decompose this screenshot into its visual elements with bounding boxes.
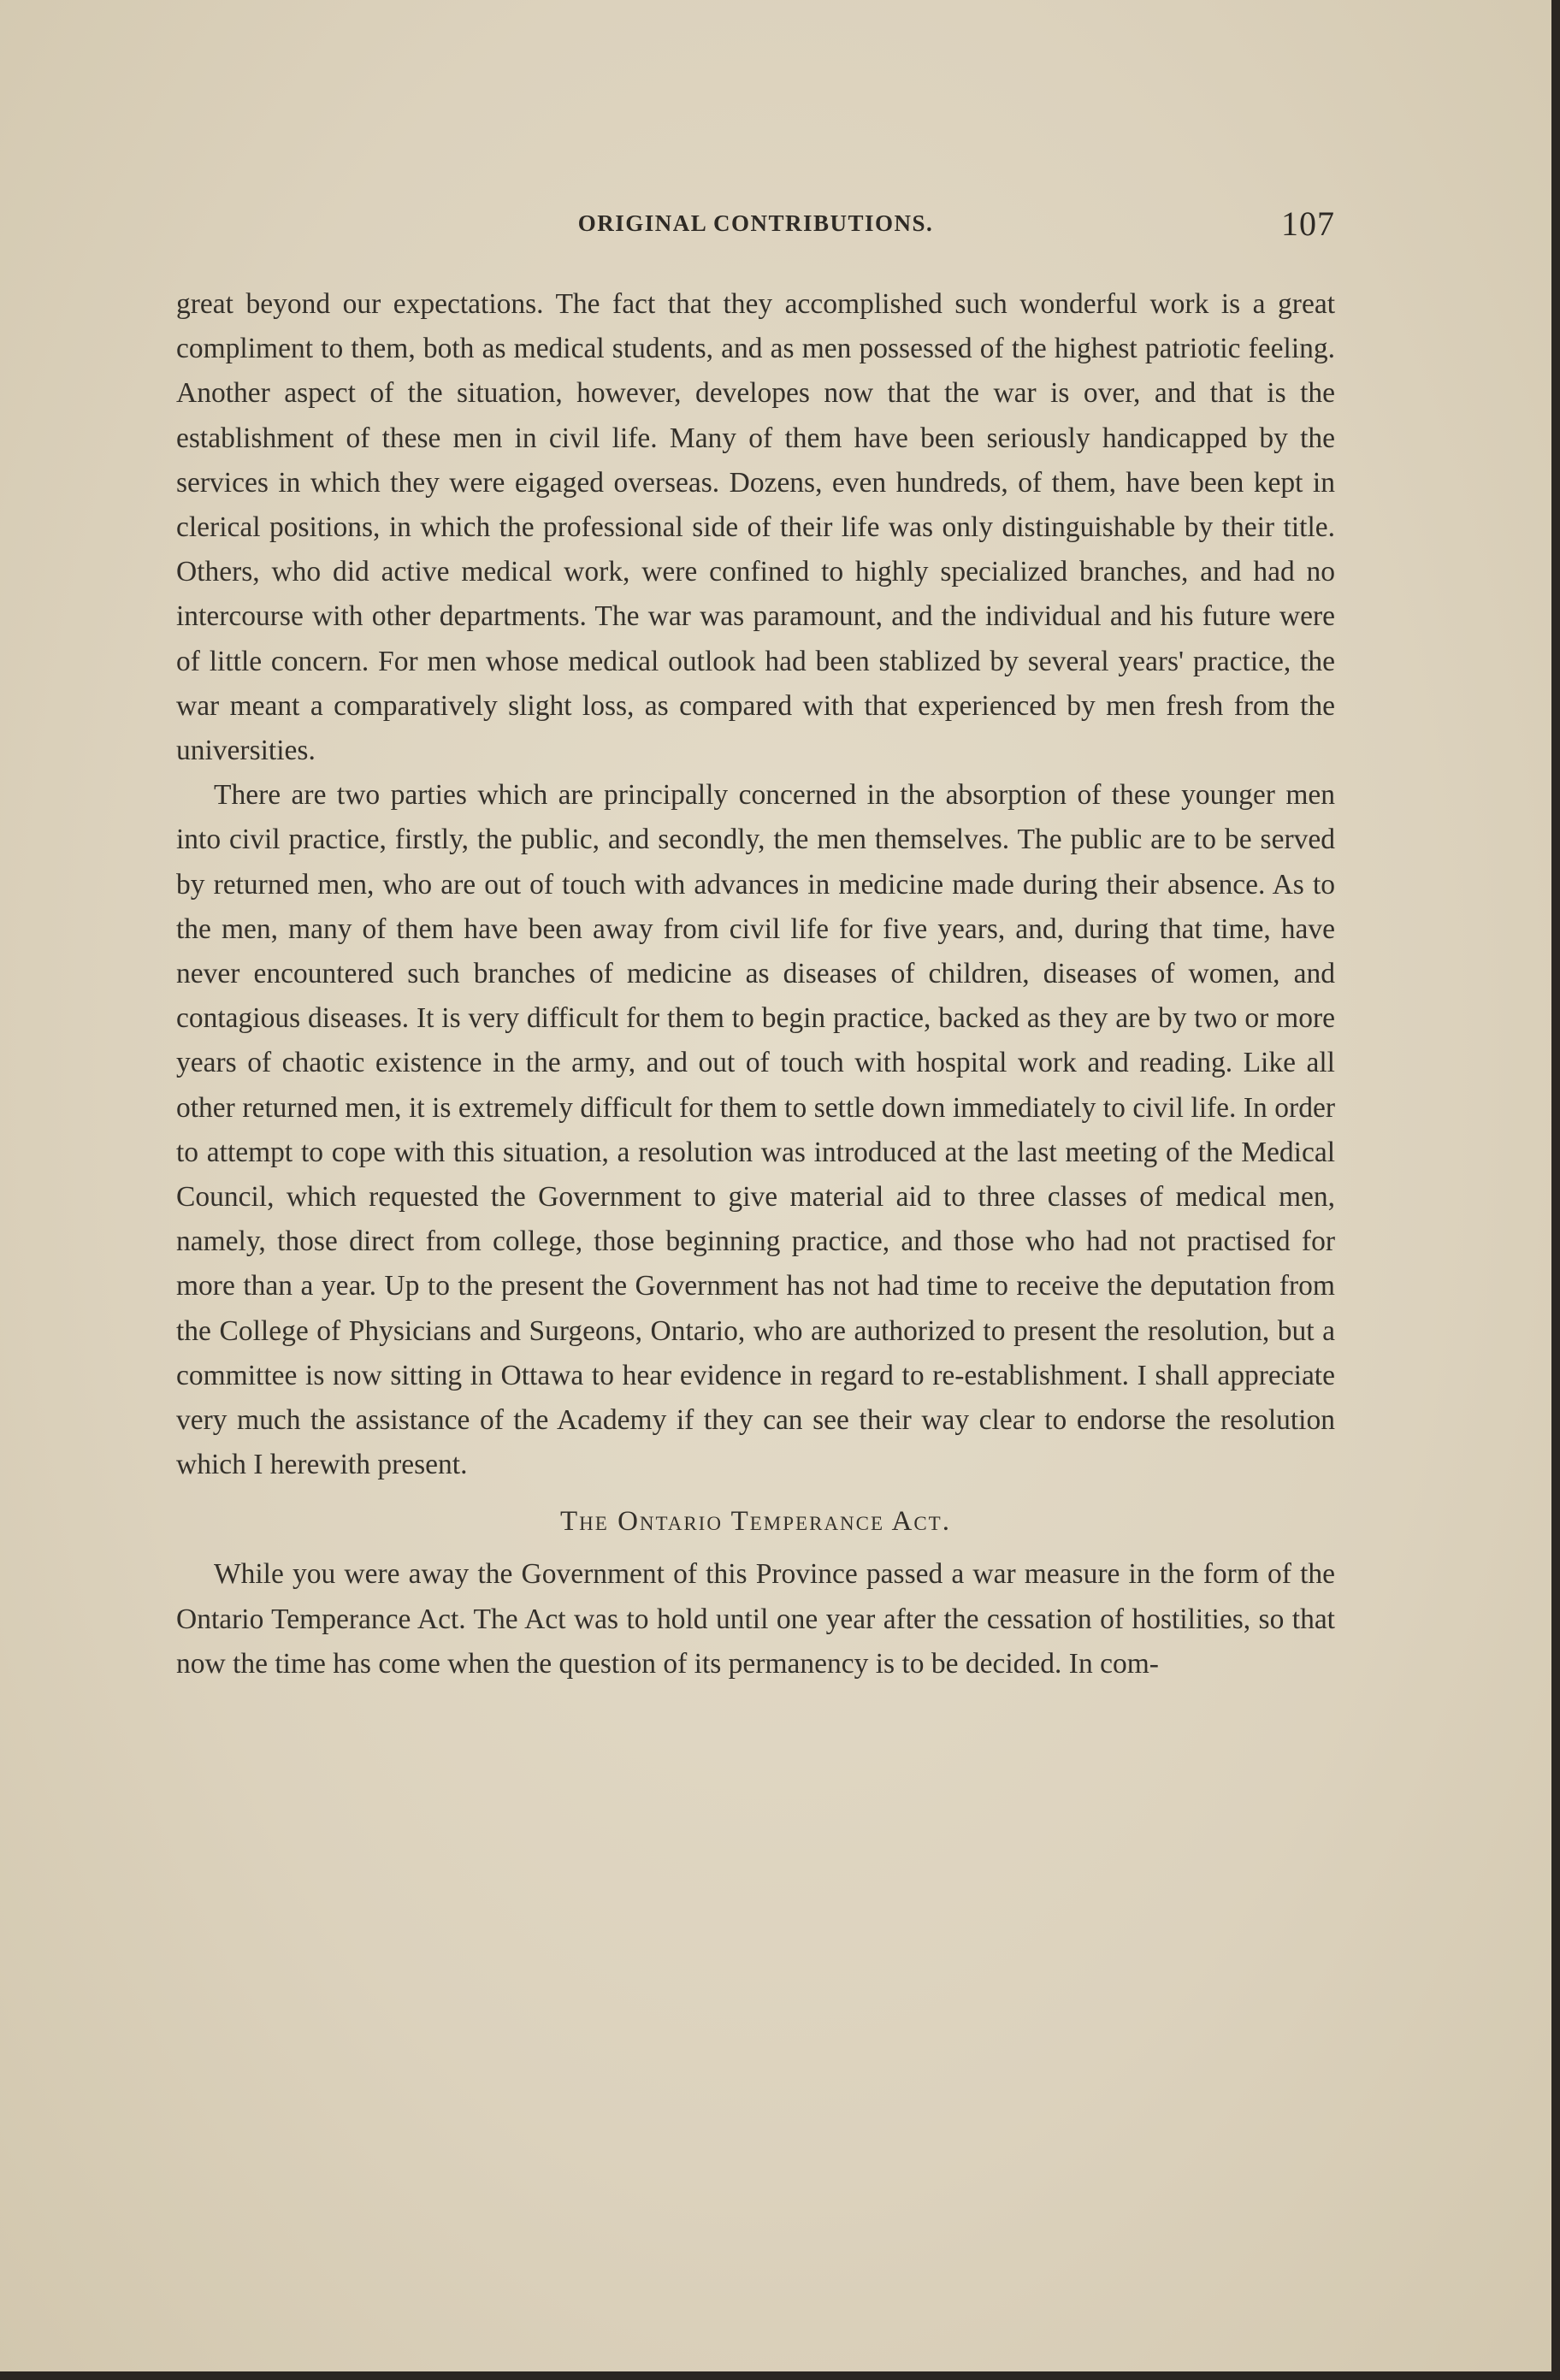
paragraph-3: While you were away the Government of this Province passed a war measure in the form of the Ontario Temperance Act. The Act was to hold until one year after the cessation of hostilities, so that now the time has come when the question of its permanency is to be decided. In com- — [176, 1558, 1335, 1680]
paragraph-1: great beyond our expectations. The fact that they accomplished such wonderful work is a great compliment to them, both as medical students, and as men possessed of the highest patriotic feeling. Another aspect of the situation, however, developes now that the war is over, and that is the establishment of these men in civil life. Many of them have been seriously handicapped by the services in which they were eigaged overseas. Dozens, even hundreds, of them, have been kept in clerical positions, in which the professional side of their life was only distinguishable by their title. Others, who did active medical work, were confined to highly specialized branches, and had no intercourse with other departments. The war was paramount, and the individual and his future were of little concern. For men whose medical outlook had been stablized by several years' practice, the war meant a comparatively slight loss, as compared with that experienced by men fresh from the universities. — [176, 288, 1335, 767]
section-heading: The Ontario Temperance Act. — [560, 1506, 951, 1538]
page-header — [176, 204, 1335, 246]
page-edge-right — [1551, 0, 1560, 2380]
body-text — [176, 282, 1335, 1686]
page-edge-bottom — [0, 2371, 1560, 2380]
page-number: 107 — [1281, 204, 1335, 243]
running-head: ORIGINAL CONTRIBUTIONS. — [577, 210, 934, 236]
paragraph-2: There are two parties which are principally concerned in the absorption of these younger men into civil practice, firstly, the public, and secondly, the men themselves. The public are to be served by returned men, who are out of touch with advances in medicine made during their absence. As to the men, many of them have been away from civil life for five years, and, during that time, have never encountered such branches of medicine as diseases of children, diseases of women, and contagious diseases. It is very difficult for them to begin practice, backed as they are by two or more years of chaotic existence in the army, and out of touch with hospital work and reading. Like all other returned men, it is extremely difficult for them to settle down immediately to civil life. In order to attempt to cope with this situation, a resolution was introduced at the last meeting of the Medical Council, which requested the Government to give material aid to three classes of medical men, namely, those direct from college, those beginning practice, and those who had not practised for more than a year. Up to the present the Government has not had time to receive the deputation from the College of Physicians and Surgeons, Ontario, who are authorized to present the resolution, but a committee is now sitting in Ottawa to hear evidence in regard to re-establishment. I shall appreciate very much the assistance of the Academy if they can see their way clear to endorse the resolution which I herewith present. — [176, 779, 1335, 1481]
